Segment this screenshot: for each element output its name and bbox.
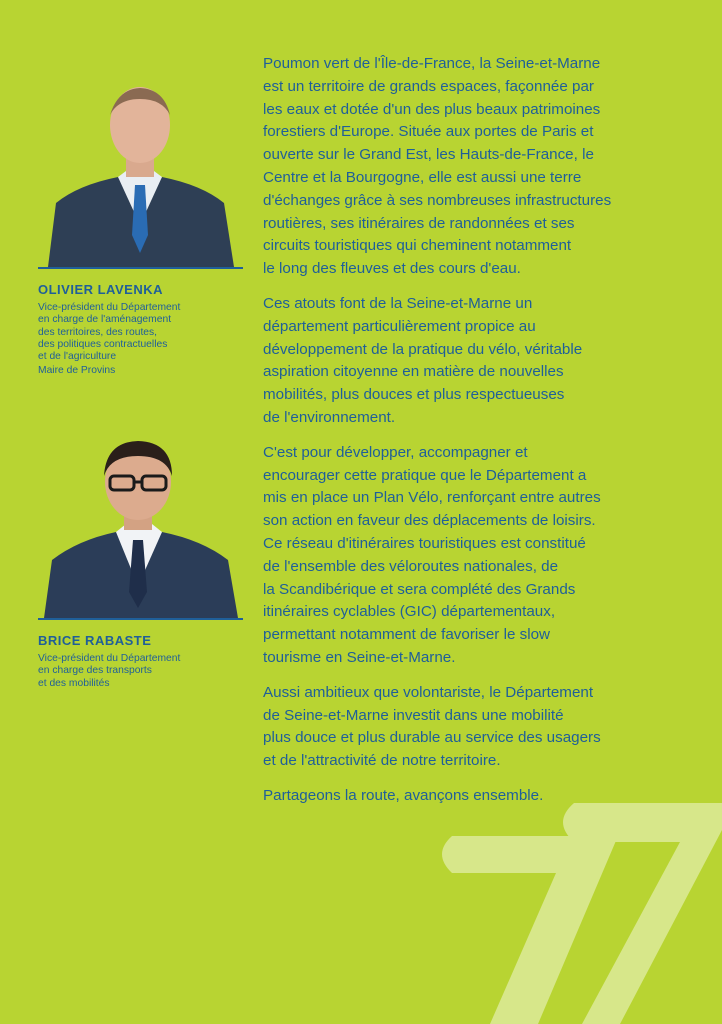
portrait-illustration [38, 436, 243, 618]
person-name: OLIVIER LAVENKA [38, 282, 163, 297]
paragraph: Poumon vert de l'Île-de-France, la Seine-et-Marne est un territoire de grands espaces, façonnée par les eaux et dotée d'un des plus beaux patrimoines forestiers d'Europe. Située aux portes de Paris et ouverte sur le Grand Est, les Hauts-de-France, le Centre et la Bourgogne, elle est aussi une terre d'échanges grâce à ses nombreuses infrastructures routières, ses itinéraires de randonnées et ses circuits touristiques qui cheminent notamment le long des fleuves et des cours d'eau. [263, 55, 612, 278]
person-role: Vice-président du Département en charge de l'aménagement des territoires, des routes, des politiques contractuelles et de l'agriculture [38, 302, 181, 363]
person-role: Vice-président du Département en charge des transports et des mobilités [38, 653, 181, 689]
paragraph: Ces atouts font de la Seine-et-Marne un département particulièrement propice au développement de la pratique du vélo, véritable aspiration citoyenne en matière de nouvelles mobilités, plus douces et plus respectueuses de l'environnement. [263, 294, 583, 426]
editorial-text [263, 53, 658, 820]
person-extra-role: Maire de Provins [38, 365, 116, 377]
person-card-brice-rabaste [38, 436, 243, 690]
closing-line: Partageons la route, avançons ensemble. [263, 786, 544, 804]
portrait-illustration [38, 85, 243, 267]
portrait-photo [38, 436, 243, 620]
person-name: BRICE RABASTE [38, 633, 152, 648]
paragraph: C'est pour développer, accompagner et encourager cette pratique que le Département a mis en place un Plan Vélo, renforçant entre autres son action en faveur des déplacements de loisirs. Ce réseau d'itinéraires touristiques est constitué de l'ensemble des véloroutes nationales, de la Scandibérique et sera complété des Grands itinéraires cyclables (GIC) départementaux, permettant notamment de favoriser le slow tourisme en Seine-et-Marne. [263, 443, 601, 666]
portrait-photo [38, 85, 243, 269]
paragraph: Aussi ambitieux que volontariste, le Département de Seine-et-Marne investit dans une mobilité plus douce et plus durable au service des usagers et de l'attractivité de notre territoire. [263, 683, 601, 770]
person-card-olivier-lavenka [38, 85, 243, 378]
